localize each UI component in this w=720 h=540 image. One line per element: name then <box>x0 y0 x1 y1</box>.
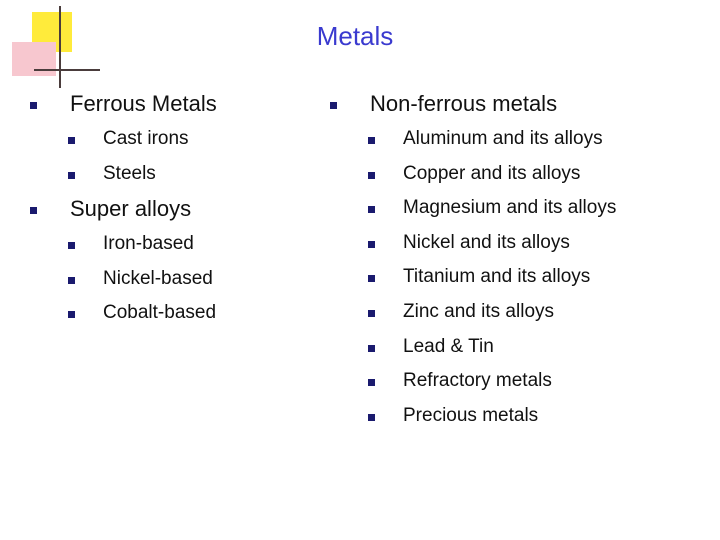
item-text: Zinc and its alloys <box>403 300 555 322</box>
square-bullet-icon <box>368 275 375 282</box>
item-text: Refractory metals <box>403 370 552 392</box>
item-text: Cast irons <box>103 128 189 149</box>
square-bullet-icon <box>368 137 375 144</box>
square-bullet-icon <box>30 102 37 109</box>
heading-text: Non-ferrous metals <box>370 91 558 116</box>
list-heading-non-ferrous <box>330 88 710 124</box>
square-bullet-icon <box>68 242 75 249</box>
list-item <box>330 262 710 297</box>
item-text: Precious metals <box>403 404 539 426</box>
square-bullet-icon <box>330 102 337 109</box>
square-bullet-icon <box>368 310 375 317</box>
heading-text: Super alloys <box>70 196 192 222</box>
item-text: Iron-based <box>103 233 194 255</box>
item-text: Nickel and its alloys <box>403 231 570 253</box>
square-bullet-icon <box>30 207 37 214</box>
list-item <box>330 124 710 159</box>
item-text: Aluminum and its alloys <box>403 128 603 149</box>
list-item <box>330 401 710 436</box>
item-text: Titanium and its alloys <box>403 266 591 288</box>
list-item <box>30 264 330 299</box>
square-bullet-icon <box>368 414 375 421</box>
horizontal-rule <box>34 69 100 71</box>
heading-text: Ferrous Metals <box>70 91 217 116</box>
square-bullet-icon <box>68 277 75 284</box>
item-text: Magnesium and its alloys <box>403 197 617 219</box>
square-bullet-icon <box>368 206 375 213</box>
slide-title: Metals <box>316 21 394 51</box>
list-item <box>330 228 710 263</box>
list-item <box>30 159 330 194</box>
list-item <box>330 297 710 332</box>
list-item <box>30 229 330 264</box>
square-bullet-icon <box>368 345 375 352</box>
square-bullet-icon <box>68 311 75 318</box>
item-text: Lead & Tin <box>403 335 494 357</box>
list-item <box>330 366 710 401</box>
list-item <box>30 298 330 333</box>
item-text: Cobalt-based <box>103 302 217 324</box>
right-column <box>330 88 710 435</box>
square-bullet-icon <box>368 172 375 179</box>
list-item <box>330 332 710 367</box>
square-bullet-icon <box>368 379 375 386</box>
list-heading-super-alloys <box>30 193 330 229</box>
square-bullet-icon <box>68 137 75 144</box>
list-item <box>30 124 330 159</box>
item-text: Copper and its alloys <box>403 162 581 184</box>
list-heading-ferrous <box>30 88 330 124</box>
square-bullet-icon <box>368 241 375 248</box>
item-text: Steels <box>103 162 156 184</box>
item-text: Nickel-based <box>103 267 213 289</box>
list-item <box>330 193 710 228</box>
square-bullet-icon <box>68 172 75 179</box>
list-item <box>330 159 710 194</box>
left-column <box>30 88 330 333</box>
